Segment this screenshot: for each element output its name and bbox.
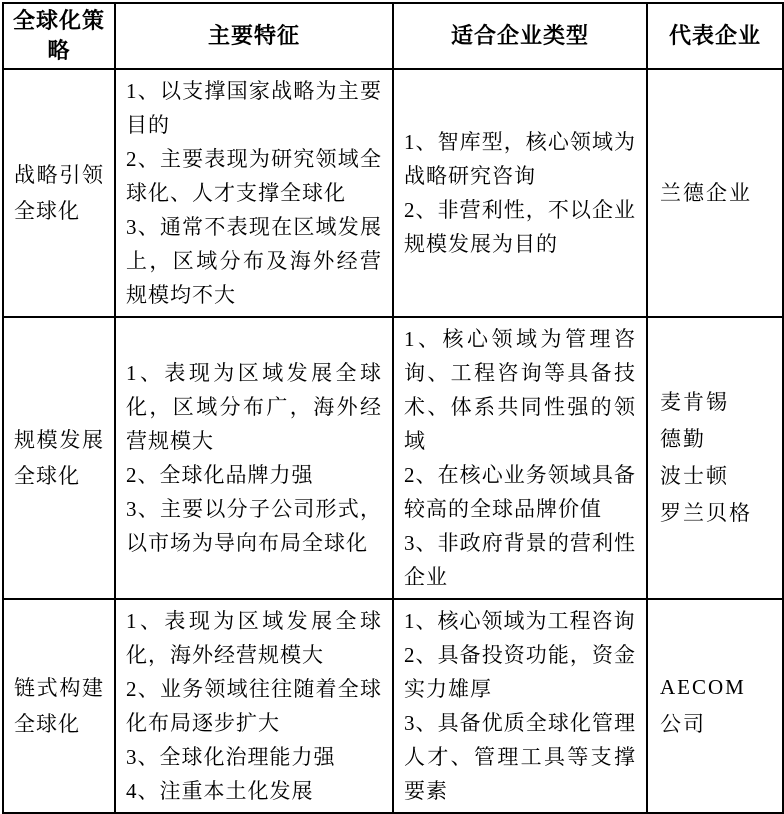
companies-cell xyxy=(647,317,783,599)
features-cell xyxy=(115,317,393,599)
table-header-row xyxy=(3,3,783,69)
globalization-strategy-table xyxy=(2,2,784,814)
companies-cell xyxy=(647,599,783,813)
feature-item: 2、主要表现为研究领域全球化、人才支撑全球化 xyxy=(126,147,382,205)
feature-item: 1、表现为区域发展全球化，海外经营规模大 xyxy=(126,609,382,667)
feature-item: 1、以支撑国家战略为主要目的 xyxy=(126,79,382,137)
type-item: 1、核心领域为工程咨询 xyxy=(404,609,636,633)
type-item: 3、具备优质全球化管理人才、管理工具等支撑要素 xyxy=(404,711,636,803)
table-row xyxy=(3,317,783,599)
company-line: 罗兰贝格 xyxy=(660,501,752,525)
company-line: 波士顿 xyxy=(660,464,729,488)
type-item: 2、具备投资功能，资金实力雄厚 xyxy=(404,643,636,701)
type-item: 1、核心领域为管理咨询、工程咨询等具备技术、体系共同性强的领域 xyxy=(404,327,636,453)
feature-item: 3、通常不表现在区域发展上，区域分布及海外经营规模均不大 xyxy=(126,215,382,307)
strategy-cell: 战略引领全球化 xyxy=(3,69,115,317)
strategy-cell: 链式构建全球化 xyxy=(3,599,115,813)
type-item: 2、在核心业务领域具备较高的全球品牌价值 xyxy=(404,463,636,521)
company-line: AECOM 公司 xyxy=(660,675,746,736)
feature-item: 1、表现为区域发展全球化，区域分布广，海外经营规模大 xyxy=(126,361,382,453)
company-line: 麦肯锡 xyxy=(660,390,729,414)
strategy-cell: 规模发展全球化 xyxy=(3,317,115,599)
types-cell xyxy=(393,69,647,317)
features-cell xyxy=(115,69,393,317)
company-line: 兰德企业 xyxy=(660,180,752,205)
features-cell xyxy=(115,599,393,813)
companies-cell xyxy=(647,69,783,317)
type-item: 2、非营利性，不以企业规模发展为目的 xyxy=(404,198,636,256)
feature-item: 3、全球化治理能力强 xyxy=(126,745,336,769)
types-cell xyxy=(393,599,647,813)
header-representative-companies: 代表企业 xyxy=(647,3,783,69)
feature-item: 2、全球化品牌力强 xyxy=(126,463,314,487)
header-strategy: 全球化策略 xyxy=(3,3,115,69)
table-row xyxy=(3,69,783,317)
table-body xyxy=(3,69,783,813)
table-row xyxy=(3,599,783,813)
type-item: 1、智库型，核心领域为战略研究咨询 xyxy=(404,130,636,188)
feature-item: 3、主要以分子公司形式，以市场为导向布局全球化 xyxy=(126,497,382,555)
feature-item: 4、注重本土化发展 xyxy=(126,779,314,803)
company-line: 德勤 xyxy=(660,427,706,451)
feature-item: 2、业务领域往往随着全球化布局逐步扩大 xyxy=(126,677,382,735)
type-item: 3、非政府背景的营利性企业 xyxy=(404,531,636,589)
types-cell xyxy=(393,317,647,599)
header-features: 主要特征 xyxy=(115,3,393,69)
header-suitable-types: 适合企业类型 xyxy=(393,3,647,69)
